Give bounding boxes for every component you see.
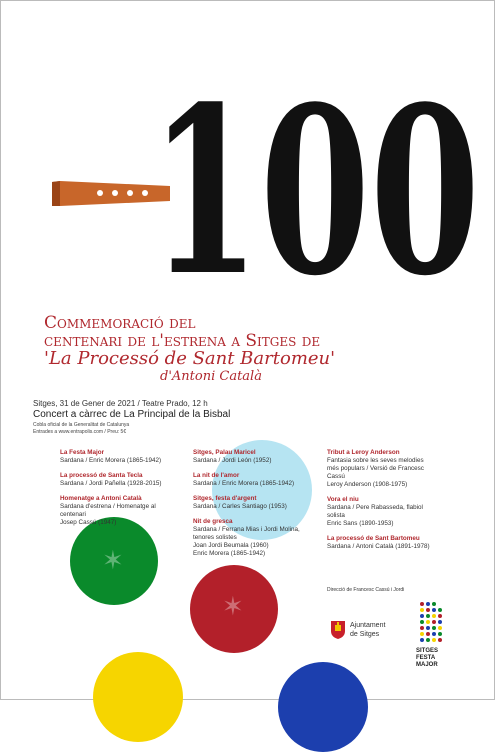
composer-name: d'Antoni Català bbox=[160, 369, 262, 384]
tickets-info: Entrades a www.entrapolis.com / Preu: 5€ bbox=[33, 429, 127, 435]
program-item-line: Sardana / Ferrana Mias i Jordi Molina, bbox=[193, 526, 300, 533]
festa-major-logo-icon bbox=[418, 601, 442, 645]
festa-major-label-1: SITGES bbox=[416, 648, 439, 654]
decorative-circle-red: ✶ bbox=[190, 565, 278, 653]
direction-credit: Direcció de Francesc Cassú i Jordi bbox=[327, 587, 405, 593]
sitges-shield-icon bbox=[330, 620, 346, 640]
program-item-line: Cassú bbox=[327, 473, 345, 480]
festa-major-label-3: MAJOR bbox=[416, 662, 438, 668]
program-item-title: Nit de gresca bbox=[193, 518, 233, 525]
program-item-line: tenores solistes bbox=[193, 534, 237, 541]
program-item bbox=[193, 471, 323, 488]
program-item-line: Sardana / Carles Santiago (1953) bbox=[193, 503, 287, 510]
centenary-graphic bbox=[0, 0, 495, 300]
program-item-line: Enric Morera (1865-1942) bbox=[193, 550, 266, 557]
program-item-line: més populars / Versió de Francesc bbox=[327, 465, 424, 472]
program-item bbox=[60, 471, 190, 488]
program-item-line: Leroy Anderson (1908-1975) bbox=[327, 481, 408, 488]
program-item bbox=[327, 534, 462, 551]
program-column-2 bbox=[193, 448, 323, 564]
title-line-1: Commemoració del bbox=[44, 313, 196, 333]
program-item-line: centenari bbox=[60, 511, 86, 518]
festa-major-label-2: FESTA bbox=[416, 655, 436, 661]
program-item-title: Homenatge a Antoni Català bbox=[60, 495, 142, 502]
program-item-line: Fantasia sobre les seves melodies bbox=[327, 457, 424, 464]
program-item-line: Sardana d'estrena / Homenatge al bbox=[60, 503, 156, 510]
ajuntament-label-1: Ajuntament bbox=[350, 622, 386, 629]
centenary-number: 100 bbox=[150, 57, 480, 300]
program-item-line: Sardana / Enric Morera (1865-1942) bbox=[193, 480, 295, 487]
program-item-title: Sitges, festa d'argent bbox=[193, 495, 257, 502]
decorative-circle-navy bbox=[278, 662, 368, 752]
program-item bbox=[327, 495, 462, 528]
program-column-3 bbox=[327, 448, 462, 557]
program-item bbox=[60, 494, 190, 527]
cobla-note: Cobla oficial de la Generalitat de Catalunya bbox=[33, 422, 130, 428]
program-item-title: Vora el niu bbox=[327, 496, 359, 503]
program-item-line: Josep Cassú (1947) bbox=[60, 519, 117, 526]
work-title: 'La Processó de Sant Bartomeu' bbox=[44, 348, 336, 369]
program-item-title: La Festa Major bbox=[60, 449, 105, 456]
program-item bbox=[193, 494, 323, 511]
program-item-title: La processó de Sant Bartomeu bbox=[327, 535, 420, 542]
program-item bbox=[193, 517, 323, 558]
concert-performer: Concert a càrrec de La Principal de la Bisbal bbox=[33, 409, 231, 420]
decorative-circle-green: ✶ bbox=[70, 517, 158, 605]
program-item-line: Sardana / Jordi León (1952) bbox=[193, 457, 272, 464]
title-line-2: centenari de l'estrena a Sitges de bbox=[44, 331, 321, 351]
program-item-title: Tribut a Leroy Anderson bbox=[327, 449, 400, 456]
program-column-1 bbox=[60, 448, 190, 533]
program-item-line: Sardana / Antoni Català (1891-1978) bbox=[327, 543, 430, 550]
program-item-title: Sitges, Palau Maricel bbox=[193, 449, 256, 456]
program-item-line: Sardana / Pere Rabasseda, flabiol bbox=[327, 504, 423, 511]
decorative-circle-yellow bbox=[93, 652, 183, 742]
program-item-title: La processó de Santa Tecla bbox=[60, 472, 143, 479]
program-item-line: Joan Jordi Beumala (1960) bbox=[193, 542, 269, 549]
program-item-title: La nit de l'amor bbox=[193, 472, 240, 479]
program-item bbox=[327, 448, 462, 489]
date-place: Sitges, 31 de Gener de 2021 / Teatre Prado, 12 h bbox=[33, 399, 208, 408]
program-item-line: Sardana / Enric Morera (1865-1942) bbox=[60, 457, 162, 464]
program-item bbox=[193, 448, 323, 465]
program-item-line: Enric Sans (1890-1953) bbox=[327, 520, 394, 527]
program-item-line: solista bbox=[327, 512, 345, 519]
program-item-line: Sardana / Jordi Pañella (1928-2015) bbox=[60, 480, 162, 487]
ajuntament-label-2: de Sitges bbox=[350, 631, 380, 638]
program-item bbox=[60, 448, 190, 465]
